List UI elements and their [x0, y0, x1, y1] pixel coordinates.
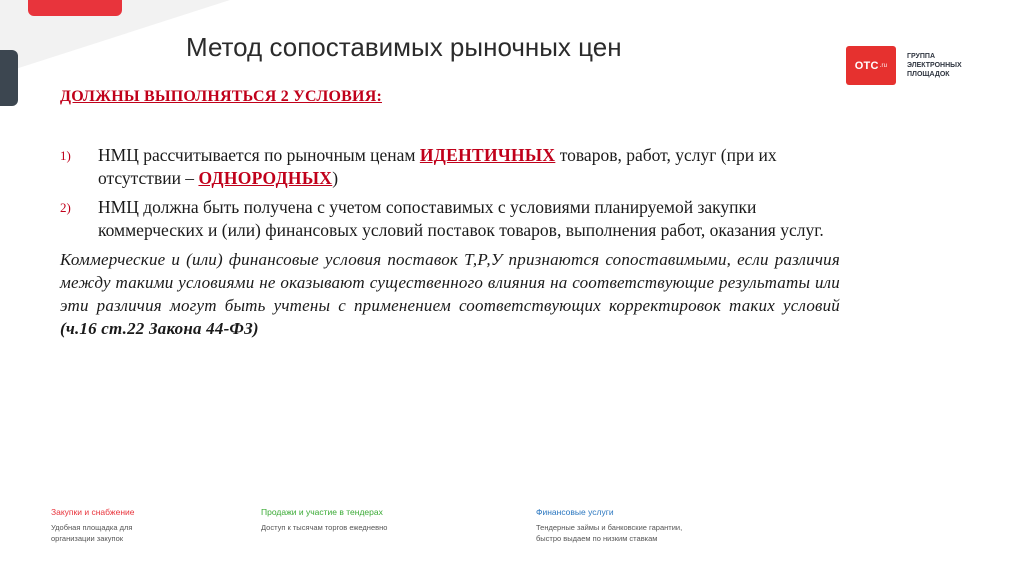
logo-caption — [907, 52, 962, 79]
list-item — [60, 144, 840, 190]
footer-desc-line: быстро выдаем по низким ставкам — [536, 534, 658, 543]
conditions-heading: ДОЛЖНЫ ВЫПОЛНЯТЬСЯ 2 УСЛОВИЯ: — [60, 88, 382, 105]
footer-desc — [51, 522, 135, 544]
comparability-note — [60, 248, 840, 340]
footer-col-sales — [261, 507, 387, 533]
list-item — [60, 196, 840, 242]
otc-logo-mark — [846, 46, 896, 85]
item-text: НМЦ рассчитывается по рыночным ценам — [98, 145, 420, 165]
footer-desc — [536, 522, 682, 544]
footer-col-finance — [536, 507, 682, 544]
footer-desc-line: Тендерные займы и банковские гарантии, — [536, 523, 683, 532]
otc-logo — [846, 46, 962, 85]
highlight-identical: ИДЕНТИЧНЫХ — [419, 145, 556, 165]
footer-desc-line: Удобная площадка для — [51, 523, 133, 532]
highlight-homogeneous: ОДНОРОДНЫХ — [198, 168, 333, 188]
note-text: Коммерческие и (или) финансовые условия поставок Т,Р,У признаются сопоставимыми, если различия между такими условиями не оказывают существенного влияния на соответствующие результаты или эти различия могут быть учтены с применением соответствующих корректировок таких условий — [60, 250, 840, 315]
top-red-tab — [28, 0, 122, 16]
left-nav-tab — [0, 50, 18, 106]
footer-desc-line: Доступ к тысячам торгов ежедневно — [261, 523, 388, 532]
slide-content — [60, 88, 840, 340]
footer-link-sales[interactable]: Продажи и участие в тендерах — [261, 507, 383, 517]
conditions-list — [60, 144, 840, 242]
item-text: ) — [332, 168, 339, 188]
list-number: 1) — [60, 148, 71, 163]
logo-brand: OTC — [854, 59, 879, 72]
footer-desc — [261, 522, 387, 533]
footer-desc-line: организации закупок — [51, 534, 124, 543]
footer-link-finance[interactable]: Финансовые услуги — [536, 507, 614, 517]
logo-line: ПЛОЩАДОК — [907, 71, 950, 78]
page-title: Метод сопоставимых рыночных цен — [186, 32, 622, 62]
law-reference: (ч.16 ст.22 Закона 44-ФЗ) — [60, 319, 259, 338]
item-text: товаров, работ, услуг (при их отсутствии – — [98, 145, 777, 188]
footer-col-procurement — [51, 507, 135, 544]
logo-line: ГРУППА — [907, 53, 936, 60]
item-text: НМЦ должна быть получена с учетом сопоставимых с условиями планируемой закупки коммерческих и (или) финансовых условий поставок товаров, выполнения работ, оказания услуг. — [98, 197, 824, 240]
footer-link-procurement[interactable]: Закупки и снабжение — [51, 507, 135, 517]
logo-suffix: .ru — [879, 62, 888, 69]
logo-line: ЭЛЕКТРОННЫХ — [907, 62, 962, 69]
list-number: 2) — [60, 200, 71, 215]
